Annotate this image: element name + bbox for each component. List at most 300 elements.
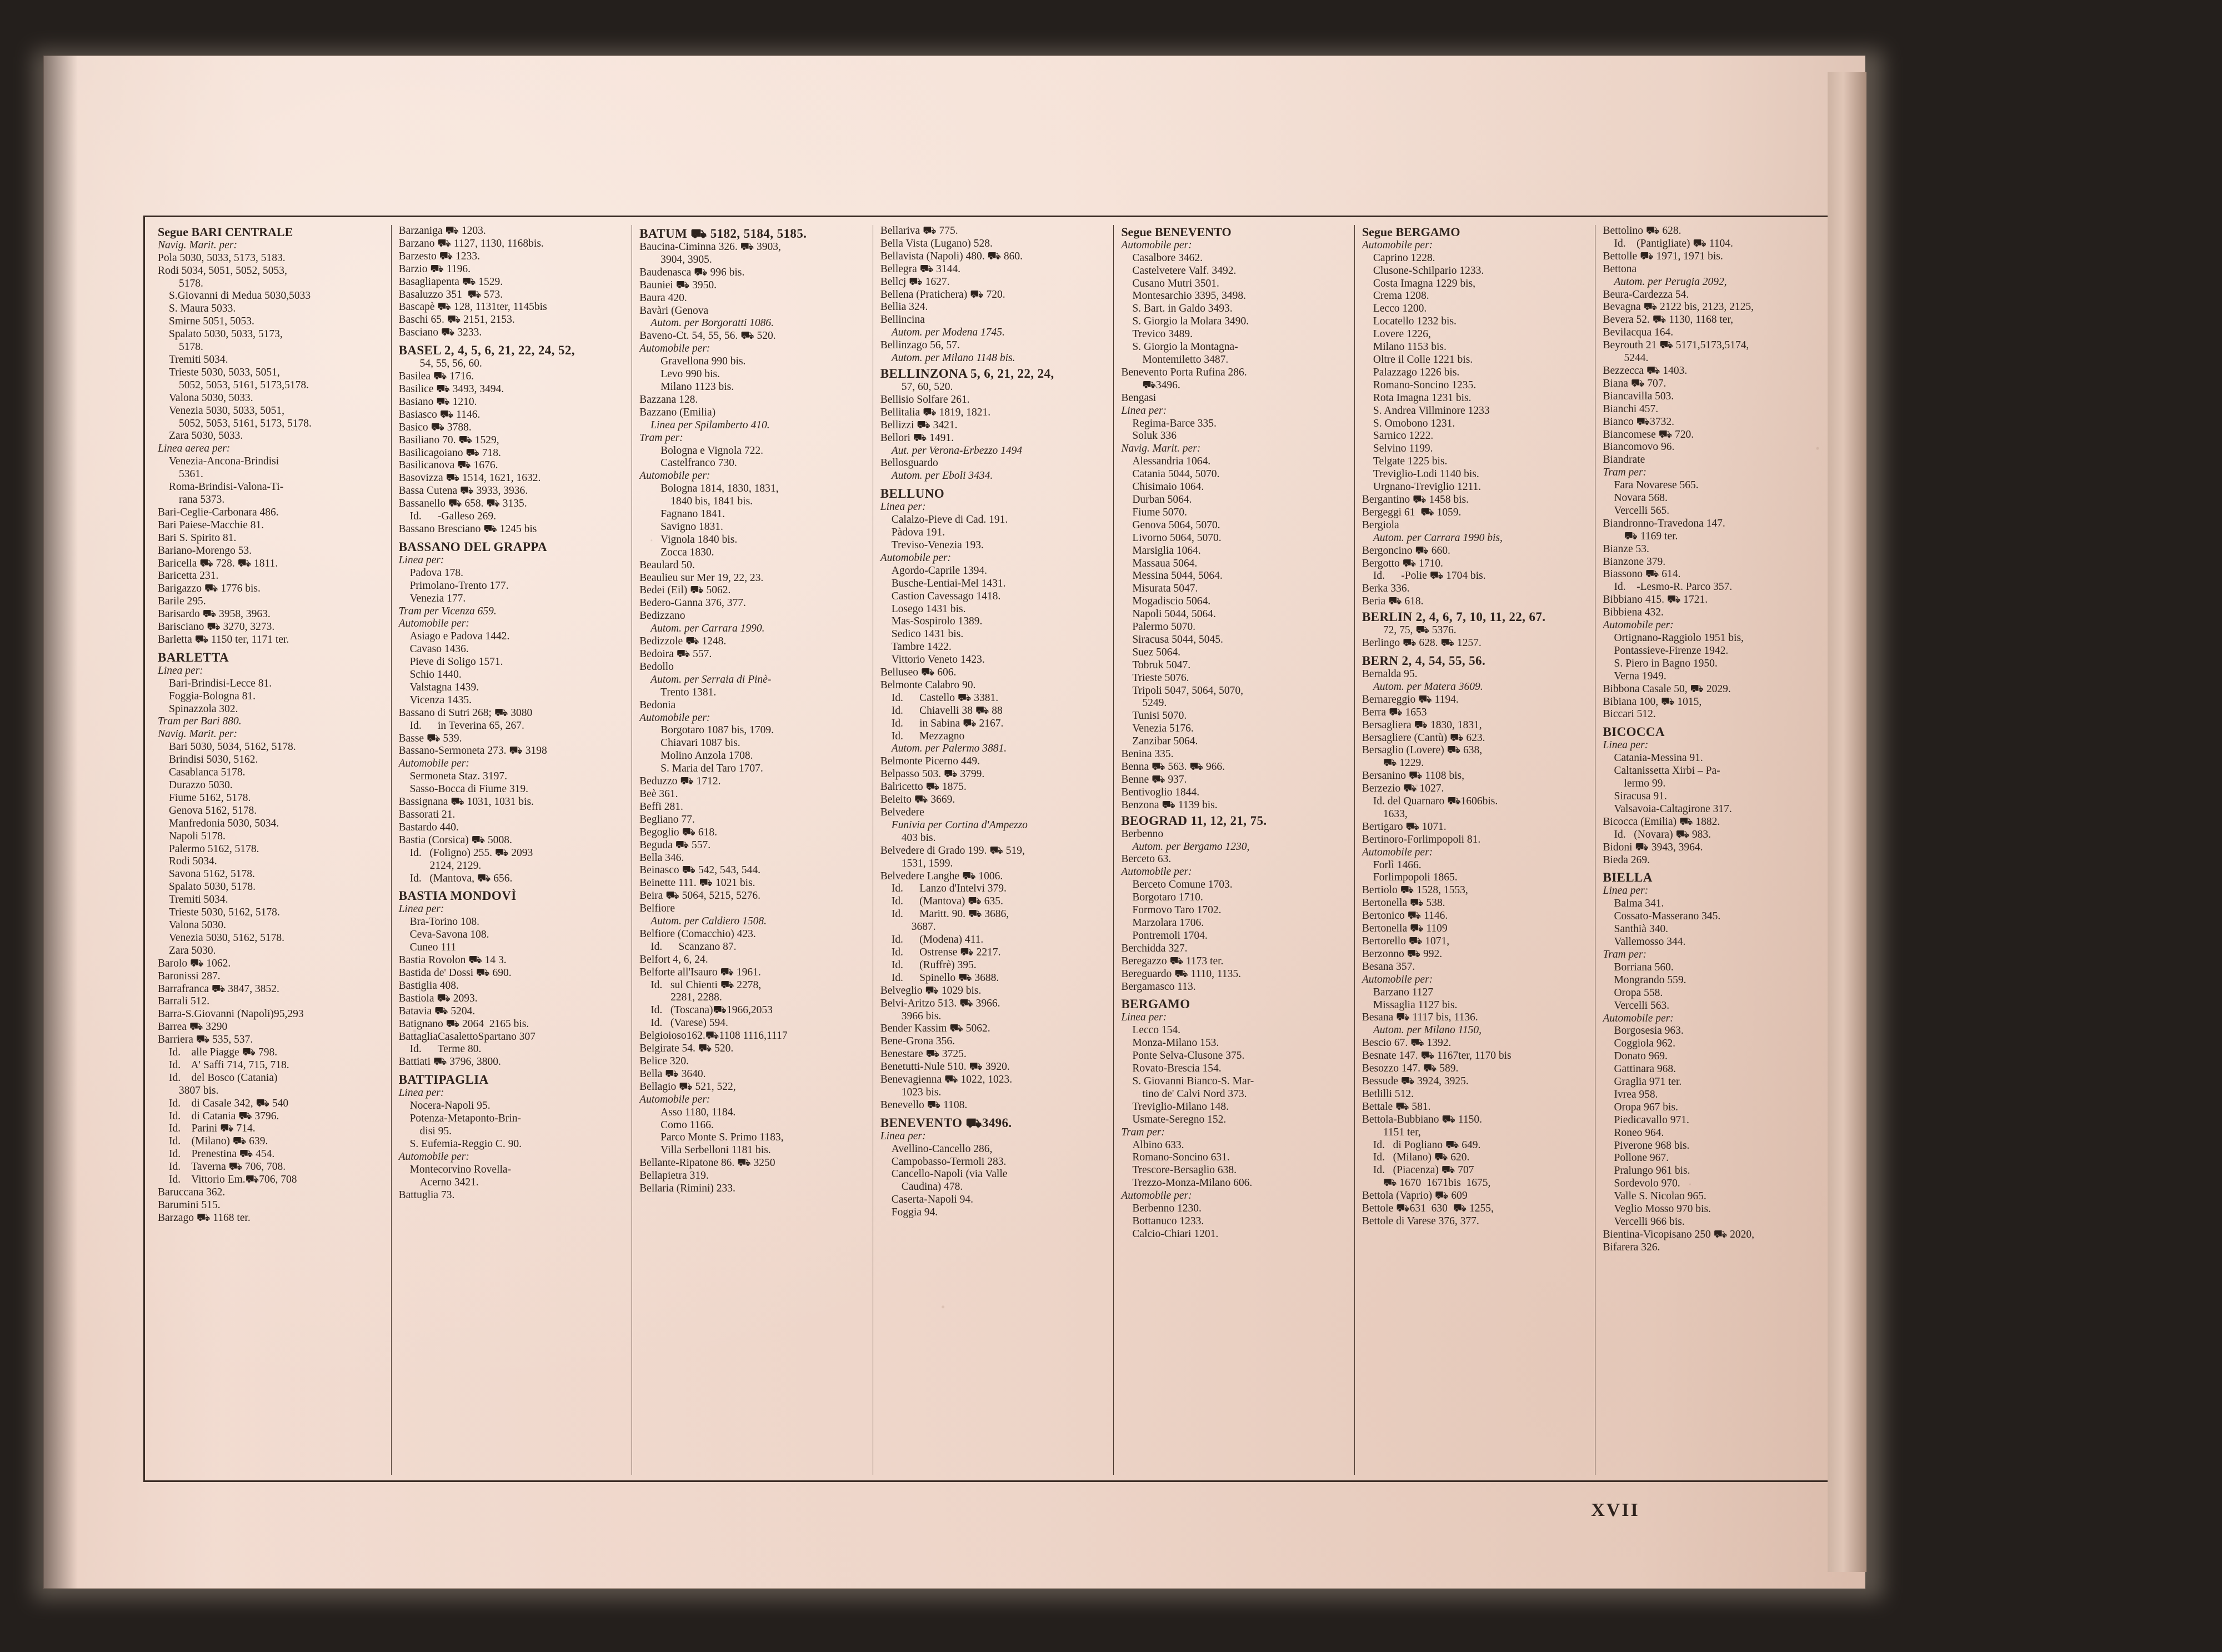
index-entry: Villa Serbelloni 1181 bis. [660, 1144, 771, 1157]
index-entry: Bianzone 379. [1603, 555, 1666, 568]
index-entry: Crema 1208. [1373, 290, 1429, 302]
index-entry: Tripoli 5047, 5064, 5070, [1132, 684, 1244, 697]
index-entry: Trieste 5076. [1132, 672, 1189, 684]
index-entry: S. Eufemia-Reggio C. 90. [409, 1138, 522, 1150]
index-entry: Caltanissetta Xirbi – Pa- [1614, 765, 1720, 777]
index-entry: Bessude ⛟ 3924, 3925. [1362, 1075, 1469, 1087]
index-entry: Automobile per: [1121, 1190, 1192, 1202]
index-entry: 72, 75, ⛟ 5376. [1383, 624, 1457, 637]
index-entry: S. Giorgio la Montagna- [1132, 341, 1238, 353]
index-entry: Linea per: [1603, 739, 1649, 752]
index-entry: 2281, 2288. [670, 992, 722, 1004]
index-entry: Baschi 65. ⛟ 2151, 2153. [398, 314, 515, 326]
index-entry: Piedicavallo 971. [1614, 1114, 1689, 1126]
index-entry: Chiavari 1087 bis. [660, 737, 740, 749]
index-entry: Belpasso 503. ⛟ 3799. [880, 768, 985, 780]
index-entry: Automobile per: [639, 1093, 710, 1105]
index-entry: Basilicanova ⛟ 1676. [398, 459, 498, 472]
index-entry: Bertinoro-Forlimpopoli 81. [1362, 833, 1481, 845]
index-entry: Romano-Soncino 1235. [1373, 379, 1477, 391]
index-entry: Bottanuco 1233. [1132, 1215, 1204, 1227]
index-entry: Beaulieu sur Mer 19, 22, 23. [639, 572, 764, 584]
index-entry: Id. (Piacenza) ⛟ 707 [1373, 1164, 1474, 1177]
index-entry: Id. Chiavelli 38 ⛟ 88 [891, 704, 1003, 717]
index-entry: Bellizzi ⛟ 3421. [880, 419, 958, 431]
index-entry: 57, 60, 520. [901, 381, 953, 393]
index-entry: Napoli 5178. [169, 830, 226, 842]
index-entry: Fara Novarese 565. [1614, 479, 1699, 492]
index-entry: Basilea ⛟ 1716. [398, 371, 474, 383]
index-entry: Forlimpopoli 1865. [1373, 872, 1458, 884]
index-entry: Id. Spinello ⛟ 3688. [891, 972, 999, 984]
index-entry: Barletta ⛟ 1150 ter, 1171 ter. [158, 633, 289, 645]
index-entry: Bianze 53. [1603, 543, 1649, 555]
index-entry: Trento 1381. [660, 686, 717, 698]
index-entry: Roneo 964. [1614, 1127, 1664, 1139]
index-entry: Basagliapenta ⛟ 1529. [398, 276, 503, 288]
index-entry: Barisciano ⛟ 3270, 3273. [158, 621, 275, 633]
index-column [632, 225, 873, 1475]
index-entry: Barzano ⛟ 1127, 1130, 1168bis. [398, 237, 544, 249]
index-entry: Chisimaio 1064. [1132, 481, 1204, 493]
index-entry: Suez 5064. [1132, 646, 1180, 658]
index-entry: Bertonella ⛟ 1109 [1362, 923, 1448, 935]
index-entry: Belfort 4, 6, 24. [639, 953, 708, 965]
index-entry: Id. (Toscana)⛟1966,2053 [650, 1004, 773, 1017]
index-entry: Bavàri (Genova [639, 304, 709, 317]
index-entry: Trieste 5030, 5162, 5178. [169, 907, 280, 919]
index-entry: Messina 5044, 5064. [1132, 570, 1223, 582]
index-entry: Funivia per Cortina d'Ampezzo [891, 819, 1028, 831]
index-entry: Agordo-Caprile 1394. [891, 564, 987, 577]
index-entry: Manfredonia 5030, 5034. [169, 817, 279, 829]
index-entry: Beyrouth 21 ⛟ 5171,5173,5174, [1603, 339, 1749, 352]
index-entry: Barzesto ⛟ 1233. [398, 250, 480, 262]
index-entry: Id. Prenestina ⛟ 454. [169, 1148, 275, 1160]
index-entry: Belgioioso162.⛟1108 1116,1117 [639, 1030, 788, 1042]
index-entry: Trezzo-Monza-Milano 606. [1132, 1177, 1253, 1189]
index-entry: Tremiti 5034. [169, 354, 228, 366]
index-entry: Borgosesia 963. [1614, 1025, 1684, 1037]
index-entry: tino de' Calvi Nord 373. [1142, 1088, 1247, 1100]
index-entry: Benestare ⛟ 3725. [880, 1048, 967, 1060]
index-entry: Rodi 5034. [169, 855, 217, 868]
index-entry: 54, 55, 56, 60. [419, 358, 482, 370]
index-entry: ⛟ 1670 1671bis 1675, [1383, 1177, 1491, 1189]
index-entry: Automobile per: [1603, 619, 1674, 632]
index-entry: Belfiore (Comacchio) 423. [639, 928, 756, 940]
index-entry: Forlì 1466. [1373, 859, 1422, 871]
index-entry: Beduzzo ⛟ 1712. [639, 775, 721, 788]
index-entry: ⛟ 1229. [1383, 757, 1424, 769]
index-entry: Linea per: [398, 903, 444, 915]
index-entry: Benetutti-Nule 510. ⛟ 3920. [880, 1061, 1010, 1073]
index-entry: Padova 178. [409, 567, 463, 579]
index-entry: Caserta-Napoli 94. [891, 1194, 974, 1206]
index-entry: Bazzano (Emilia) [639, 406, 716, 418]
index-heading: Segue BERGAMO [1362, 225, 1460, 239]
index-entry: Sordevolo 970. [1614, 1178, 1680, 1190]
index-entry: Tambre 1422. [891, 641, 952, 653]
index-entry: Trieste 5030, 5033, 5051, [169, 366, 280, 378]
index-entry: Misurata 5047. [1132, 583, 1198, 595]
index-entry: Bersagliere (Cantù) ⛟ 623. [1362, 732, 1485, 744]
index-entry: Belgirate 54. ⛟ 520. [639, 1043, 734, 1055]
index-entry: Spinazzola 302. [169, 703, 238, 715]
index-entry: Oropa 967 bis. [1614, 1101, 1678, 1113]
index-entry: Berzezio ⛟ 1027. [1362, 783, 1444, 795]
index-entry: Mas-Sospirolo 1389. [891, 615, 983, 628]
index-entry: Bedollo [639, 660, 674, 673]
index-entry: Genova 5064, 5070. [1132, 519, 1220, 531]
index-entry: Id. (Novara) ⛟ 983. [1614, 828, 1711, 840]
index-entry: Berra ⛟ 1653 [1362, 706, 1427, 718]
index-entry: Beaulard 50. [639, 559, 695, 571]
index-heading: BICOCCA [1603, 725, 1665, 739]
index-entry: Venezia 177. [409, 592, 466, 604]
index-entry: Bari-Ceglie-Carbonara 486. [158, 506, 279, 518]
index-entry: Berlingo ⛟ 628. ⛟ 1257. [1362, 637, 1482, 649]
index-entry: Calcio-Chiari 1201. [1132, 1228, 1219, 1240]
index-entry: Savigno 1831. [660, 520, 723, 533]
index-entry: Bettolino ⛟ 628. [1603, 225, 1681, 237]
index-entry: Baveno-Ct. 54, 55, 56. ⛟ 520. [639, 330, 776, 342]
index-entry: Levo 990 bis. [660, 368, 720, 381]
index-heading: BERGAMO [1121, 997, 1190, 1012]
index-entry: S. Giorgio la Molara 3490. [1132, 316, 1249, 328]
index-entry: Tram per: [1603, 467, 1647, 479]
index-entry: Linea per: [398, 554, 444, 566]
index-entry: Casablanca 5178. [169, 767, 246, 779]
index-entry: Savona 5162, 5178. [169, 868, 255, 880]
index-entry: Lecco 1200. [1373, 303, 1427, 315]
index-entry: BattagliaCasalettoSpartano 307 [398, 1030, 536, 1043]
index-entry: Automobile per: [1121, 866, 1192, 878]
index-entry: Pontassieve-Firenze 1942. [1614, 644, 1729, 657]
index-entry: Bettona [1603, 263, 1637, 275]
index-entry: Fagnano 1841. [660, 508, 725, 520]
index-entry: lermo 99. [1624, 778, 1666, 790]
index-entry: Selvino 1199. [1373, 443, 1433, 455]
index-entry: 5244. [1624, 352, 1649, 364]
index-entry: Nocera-Napoli 95. [409, 1100, 491, 1112]
index-entry: Como 1166. [660, 1119, 714, 1131]
index-entry: Aut. per Verona-Erbezzo 1494 [891, 444, 1023, 457]
index-entry: Automobile per: [398, 1150, 469, 1163]
index-entry: Batignano ⛟ 2064 2165 bis. [398, 1018, 529, 1030]
index-entry: Id. A' Saffi 714, 715, 718. [169, 1059, 289, 1071]
index-entry: Bastia Rovolon ⛟ 14 3. [398, 954, 507, 967]
index-entry: Pontremoli 1704. [1132, 929, 1208, 942]
index-entry: Belmonte Picerno 449. [880, 755, 980, 768]
index-entry: Bertorello ⛟ 1071, [1362, 935, 1450, 947]
index-entry: Borgotaro 1710. [1132, 892, 1203, 904]
index-entry: S.Giovanni di Medua 5030,5033 [169, 290, 311, 302]
index-entry: Bersagliera ⛟ 1830, 1831, [1362, 719, 1482, 731]
index-entry: Bastia (Corsica) ⛟ 5008. [398, 834, 512, 846]
index-entry: 5361. [179, 468, 203, 480]
index-entry: Gravellona 990 bis. [660, 356, 746, 368]
index-entry: Autom. per Borgoratti 1086. [650, 317, 774, 329]
index-entry: Bra-Torino 108. [409, 916, 479, 928]
index-entry: Benne ⛟ 937. [1121, 773, 1187, 785]
index-entry: Bastiola ⛟ 2093. [398, 992, 478, 1004]
index-entry: Bernalda 95. [1362, 668, 1418, 680]
index-entry: Bersanino ⛟ 1108 bis, [1362, 770, 1465, 782]
index-entry: Automobile per: [1603, 1012, 1674, 1024]
index-entry: Berceto Comune 1703. [1132, 879, 1233, 891]
index-entry: Avellino-Cancello 286, [891, 1143, 993, 1155]
index-entry: Barumini 515. [158, 1199, 221, 1211]
index-entry: S. Giovanni Bianco-S. Mar- [1132, 1075, 1254, 1087]
index-entry: Battiati ⛟ 3796, 3800. [398, 1056, 501, 1068]
index-entry: Bellante-Ripatone 86. ⛟ 3250 [639, 1157, 775, 1169]
index-heading: BASSANO DEL GRAPPA [398, 539, 548, 554]
index-entry: Pieve di Soligo 1571. [409, 656, 503, 668]
index-entry: Venezia 5030, 5033, 5051, [169, 404, 284, 417]
index-entry: Id. Lanzo d'Intelvi 379. [891, 883, 1007, 895]
index-entry: Bella 346. [639, 852, 684, 864]
index-entry: Durazzo 5030. [169, 779, 233, 792]
index-entry: Bellcj ⛟ 1627. [880, 276, 950, 288]
index-entry: Donato 969. [1614, 1050, 1668, 1063]
index-entry: Treviglio-Lodi 1140 bis. [1373, 468, 1479, 480]
index-entry: Telgate 1225 bis. [1373, 455, 1448, 468]
index-entry: Massaua 5064. [1132, 557, 1198, 569]
index-entry: Pola 5030, 5033, 5173, 5183. [158, 252, 286, 264]
index-entry: 5178. [179, 277, 203, 289]
index-entry: Automobile per: [1362, 239, 1433, 251]
index-entry: Durban 5064. [1132, 493, 1192, 505]
index-entry: Cuneo 111 [409, 942, 457, 954]
index-entry: Ponte Selva-Clusone 375. [1132, 1050, 1245, 1062]
index-entry: Beleito ⛟ 3669. [880, 794, 955, 806]
index-entry: Palazzago 1226 bis. [1373, 366, 1460, 378]
index-entry: Bertonico ⛟ 1146. [1362, 910, 1448, 922]
index-entry: Bevilacqua 164. [1603, 327, 1674, 339]
index-entry: Cossato-Masserano 345. [1614, 910, 1721, 923]
index-entry: Bascapè ⛟ 128, 1131ter, 1145bis [398, 301, 547, 313]
index-entry: Automobile per: [639, 343, 710, 355]
index-entry: Bergiola [1362, 519, 1399, 531]
index-column [1114, 225, 1355, 1475]
index-entry: rana 5373. [179, 493, 225, 505]
index-entry: Bentivoglio 1844. [1121, 786, 1200, 798]
index-entry: Bieda 269. [1603, 854, 1650, 866]
index-entry: disi 95. [419, 1125, 452, 1137]
index-entry: 1151 ter, [1383, 1126, 1421, 1138]
index-entry: Bergotto ⛟ 1710. [1362, 557, 1443, 569]
index-entry: Berchidda 327. [1121, 942, 1188, 954]
index-entry: Id. Vittorio Em.⛟706, 708 [169, 1174, 297, 1186]
index-entry: Lecco 154. [1132, 1024, 1180, 1037]
index-entry: Id. Scanzano 87. [650, 940, 737, 953]
index-entry: Bellia 324. [880, 301, 928, 313]
index-entry: Borriana 560. [1614, 961, 1674, 973]
index-entry: 3966 bis. [901, 1010, 942, 1022]
index-entry: Bender Kassim ⛟ 5062. [880, 1023, 990, 1035]
index-entry: ⛟ 1169 ter. [1624, 530, 1678, 542]
index-entry: Castelvetere Valf. 3492. [1132, 264, 1237, 277]
index-entry: Fiume 5162, 5178. [169, 792, 251, 804]
index-entry: Linea per: [1121, 1012, 1167, 1024]
index-entry: Bianco ⛟3732. [1603, 415, 1674, 428]
index-entry: Id. alle Piagge ⛟ 798. [169, 1047, 278, 1059]
index-entry: Urgnano-Treviglio 1211. [1373, 481, 1482, 493]
index-entry: Tremiti 5034. [169, 894, 228, 906]
index-entry: Bariano-Morengo 53. [158, 544, 252, 557]
index-entry: Vercelli 966 bis. [1614, 1216, 1685, 1228]
index-entry: Baucina-Ciminna 326. ⛟ 3903, [639, 241, 781, 253]
index-heading: Segue BENEVENTO [1121, 225, 1232, 239]
index-entry: 5178. [179, 341, 203, 353]
index-entry: Id. (Milano) ⛟ 639. [169, 1135, 268, 1148]
index-entry: Id. (Varese) 594. [650, 1017, 728, 1029]
index-entry: Linea per: [1121, 404, 1167, 417]
index-entry: Bastiglia 408. [398, 979, 459, 992]
index-entry: Acerno 3421. [419, 1176, 479, 1188]
index-column [1595, 225, 1836, 1475]
index-entry: Montemiletto 3487. [1142, 354, 1229, 366]
index-heading: BEOGRAD 11, 12, 21, 75. [1121, 813, 1267, 828]
index-entry: Linea per: [880, 1130, 926, 1142]
index-entry: Barrea ⛟ 3290 [158, 1021, 228, 1033]
index-entry: Pralungo 961 bis. [1614, 1165, 1690, 1177]
index-entry: Bengasi [1121, 392, 1157, 404]
index-entry: Palermo 5070. [1132, 621, 1196, 633]
index-entry: Albino 633. [1132, 1139, 1184, 1151]
index-entry: Smirne 5051, 5053. [169, 316, 254, 328]
index-entry: 1023 bis. [901, 1086, 942, 1098]
index-entry: Napoli 5044, 5064. [1132, 608, 1216, 620]
index-entry: Bergantino ⛟ 1458 bis. [1362, 493, 1469, 505]
index-entry: Basciano ⛟ 3233. [398, 327, 482, 339]
index-entry: Automobile per: [1362, 846, 1433, 858]
index-entry: Tram per: [1603, 948, 1647, 960]
index-entry: Primolano-Trento 177. [409, 579, 509, 592]
index-entry: Belveglio ⛟ 1029 bis. [880, 984, 982, 997]
index-entry: Benzona ⛟ 1139 bis. [1121, 799, 1218, 811]
index-entry: Id. del Bosco (Catania) [169, 1072, 278, 1084]
index-entry: Catania-Messina 91. [1614, 752, 1703, 764]
index-entry: Baricetta 231. [158, 570, 219, 582]
index-entry: Beffi 281. [639, 800, 683, 813]
index-entry: Pàdova 191. [891, 527, 945, 539]
index-entry: Catania 5044, 5070. [1132, 468, 1220, 480]
index-entry: Linea per: [158, 664, 203, 677]
index-entry: Bettola (Vaprio) ⛟ 609 [1362, 1190, 1468, 1202]
index-entry: Vercelli 563. [1614, 999, 1670, 1012]
index-heading: BASEL 2, 4, 5, 6, 21, 22, 24, 52, [398, 343, 575, 358]
index-entry: Basiasco ⛟ 1146. [398, 408, 481, 420]
index-entry: Id. Terme 80. [409, 1043, 482, 1055]
index-entry: Vicenza 1435. [409, 694, 472, 706]
index-entry: Biccari 512. [1603, 708, 1656, 720]
index-entry: Biandrate [1603, 454, 1645, 466]
index-entry: Bibbiena 432. [1603, 607, 1664, 619]
index-entry: Autom. per Milano 1148 bis. [891, 352, 1015, 364]
index-entry: Bellavista (Napoli) 480. ⛟ 860. [880, 250, 1023, 262]
index-entry: Bassano-Sermoneta 273. ⛟ 3198 [398, 745, 547, 757]
index-entry: Mogadiscio 5064. [1132, 595, 1211, 608]
index-entry: Tobruk 5047. [1132, 659, 1191, 671]
index-entry: Bassanello ⛟ 658. ⛟ 3135. [398, 498, 527, 510]
index-entry: Bettale ⛟ 581. [1362, 1100, 1431, 1113]
index-entry: Besnate 147. ⛟ 1167ter, 1170 bis [1362, 1050, 1512, 1062]
index-entry: Rovato-Brescia 154. [1132, 1063, 1222, 1075]
index-entry: Borgotaro 1087 bis, 1709. [660, 724, 774, 737]
index-entry: Automobile per: [398, 758, 469, 770]
index-entry: Busche-Lentiai-Mel 1431. [891, 577, 1006, 589]
index-entry: Siracusa 91. [1614, 790, 1667, 802]
index-entry: Linea aerea per: [158, 443, 231, 455]
index-entry: 2124, 2129. [429, 859, 482, 872]
index-entry: Belfiore [639, 903, 675, 915]
index-entry: Linea per: [880, 501, 926, 513]
index-entry: Belvedere Langhe ⛟ 1006. [880, 870, 1003, 882]
index-entry: Schio 1440. [409, 669, 462, 681]
index-entry: Biancavilla 503. [1603, 390, 1674, 402]
index-entry: Barolo ⛟ 1062. [158, 957, 231, 969]
index-entry: Id. (Mantova, ⛟ 656. [409, 872, 513, 884]
index-entry: Barriera ⛟ 535, 537. [158, 1034, 253, 1046]
index-entry: Castelfranco 730. [660, 457, 737, 469]
index-entry: Autom. per Milano 1150, [1373, 1024, 1482, 1037]
index-entry: Bellaria (Rimini) 233. [639, 1183, 735, 1195]
index-entry: Bettole di Varese 376, 377. [1362, 1215, 1479, 1227]
index-entry: Spalato 5030, 5178. [169, 881, 256, 893]
index-entry: S. Andrea Villminore 1233 [1373, 404, 1490, 417]
index-entry: Autom. per Caldiero 1508. [650, 915, 767, 928]
index-entry: Bassa Cutena ⛟ 3933, 3936. [398, 485, 528, 497]
index-entry: Bazzana 128. [639, 393, 698, 406]
index-entry: Bari Paiese-Macchie 81. [158, 519, 264, 531]
index-entry: Besana ⛟ 1117 bis, 1136. [1362, 1012, 1478, 1024]
index-entry: Usmate-Seregno 152. [1132, 1113, 1227, 1125]
index-entry: Veglio Mosso 970 bis. [1614, 1203, 1711, 1215]
index-heading: BERN 2, 4, 54, 55, 56. [1362, 653, 1486, 668]
index-entry: Bianchi 457. [1603, 403, 1659, 415]
index-entry: Sedico 1431 bis. [891, 628, 964, 640]
index-entry: Verna 1949. [1614, 670, 1666, 682]
index-entry: Benevagienna ⛟ 1022, 1023. [880, 1074, 1013, 1086]
index-entry: Costa Imagna 1229 bis, [1373, 277, 1476, 289]
index-entry: Bedonia [639, 699, 676, 711]
index-entry: Begliano 77. [639, 813, 695, 825]
index-entry: Barrali 512. [158, 995, 210, 1008]
index-heading: Segue BARI CENTRALE [158, 225, 293, 239]
index-entry: Id. di Casale 342, ⛟ 540 [169, 1097, 289, 1109]
index-entry: Valstagna 1439. [409, 681, 479, 693]
index-entry: Barzano 1127 [1373, 986, 1434, 998]
index-entry: Bedei (Eil) ⛟ 5062. [639, 584, 731, 597]
index-entry: Basilice ⛟ 3493, 3494. [398, 383, 504, 395]
index-entry: Biassono ⛟ 614. [1603, 568, 1681, 580]
index-entry: Bescio 67. ⛟ 1392. [1362, 1037, 1452, 1049]
index-entry: Zara 5030, 5033. [169, 430, 243, 442]
index-entry: Automobile per: [1362, 973, 1433, 985]
printed-index-block [143, 216, 1843, 1482]
index-entry: 5052, 5053, 5161, 5173, 5178. [179, 417, 312, 429]
index-entry: 5052, 5053, 5161, 5173,5178. [179, 379, 309, 391]
index-entry: Mongrando 559. [1614, 974, 1686, 986]
index-entry: Vittorio Veneto 1423. [891, 654, 985, 666]
index-entry: Asso 1180, 1184. [660, 1106, 736, 1118]
index-entry: Cusano Mutri 3501. [1132, 277, 1219, 289]
index-entry: Id. Mezzagno [891, 730, 965, 742]
index-entry: Lovere 1226, [1373, 328, 1431, 341]
index-entry: Biandronno-Travedona 147. [1603, 517, 1725, 529]
